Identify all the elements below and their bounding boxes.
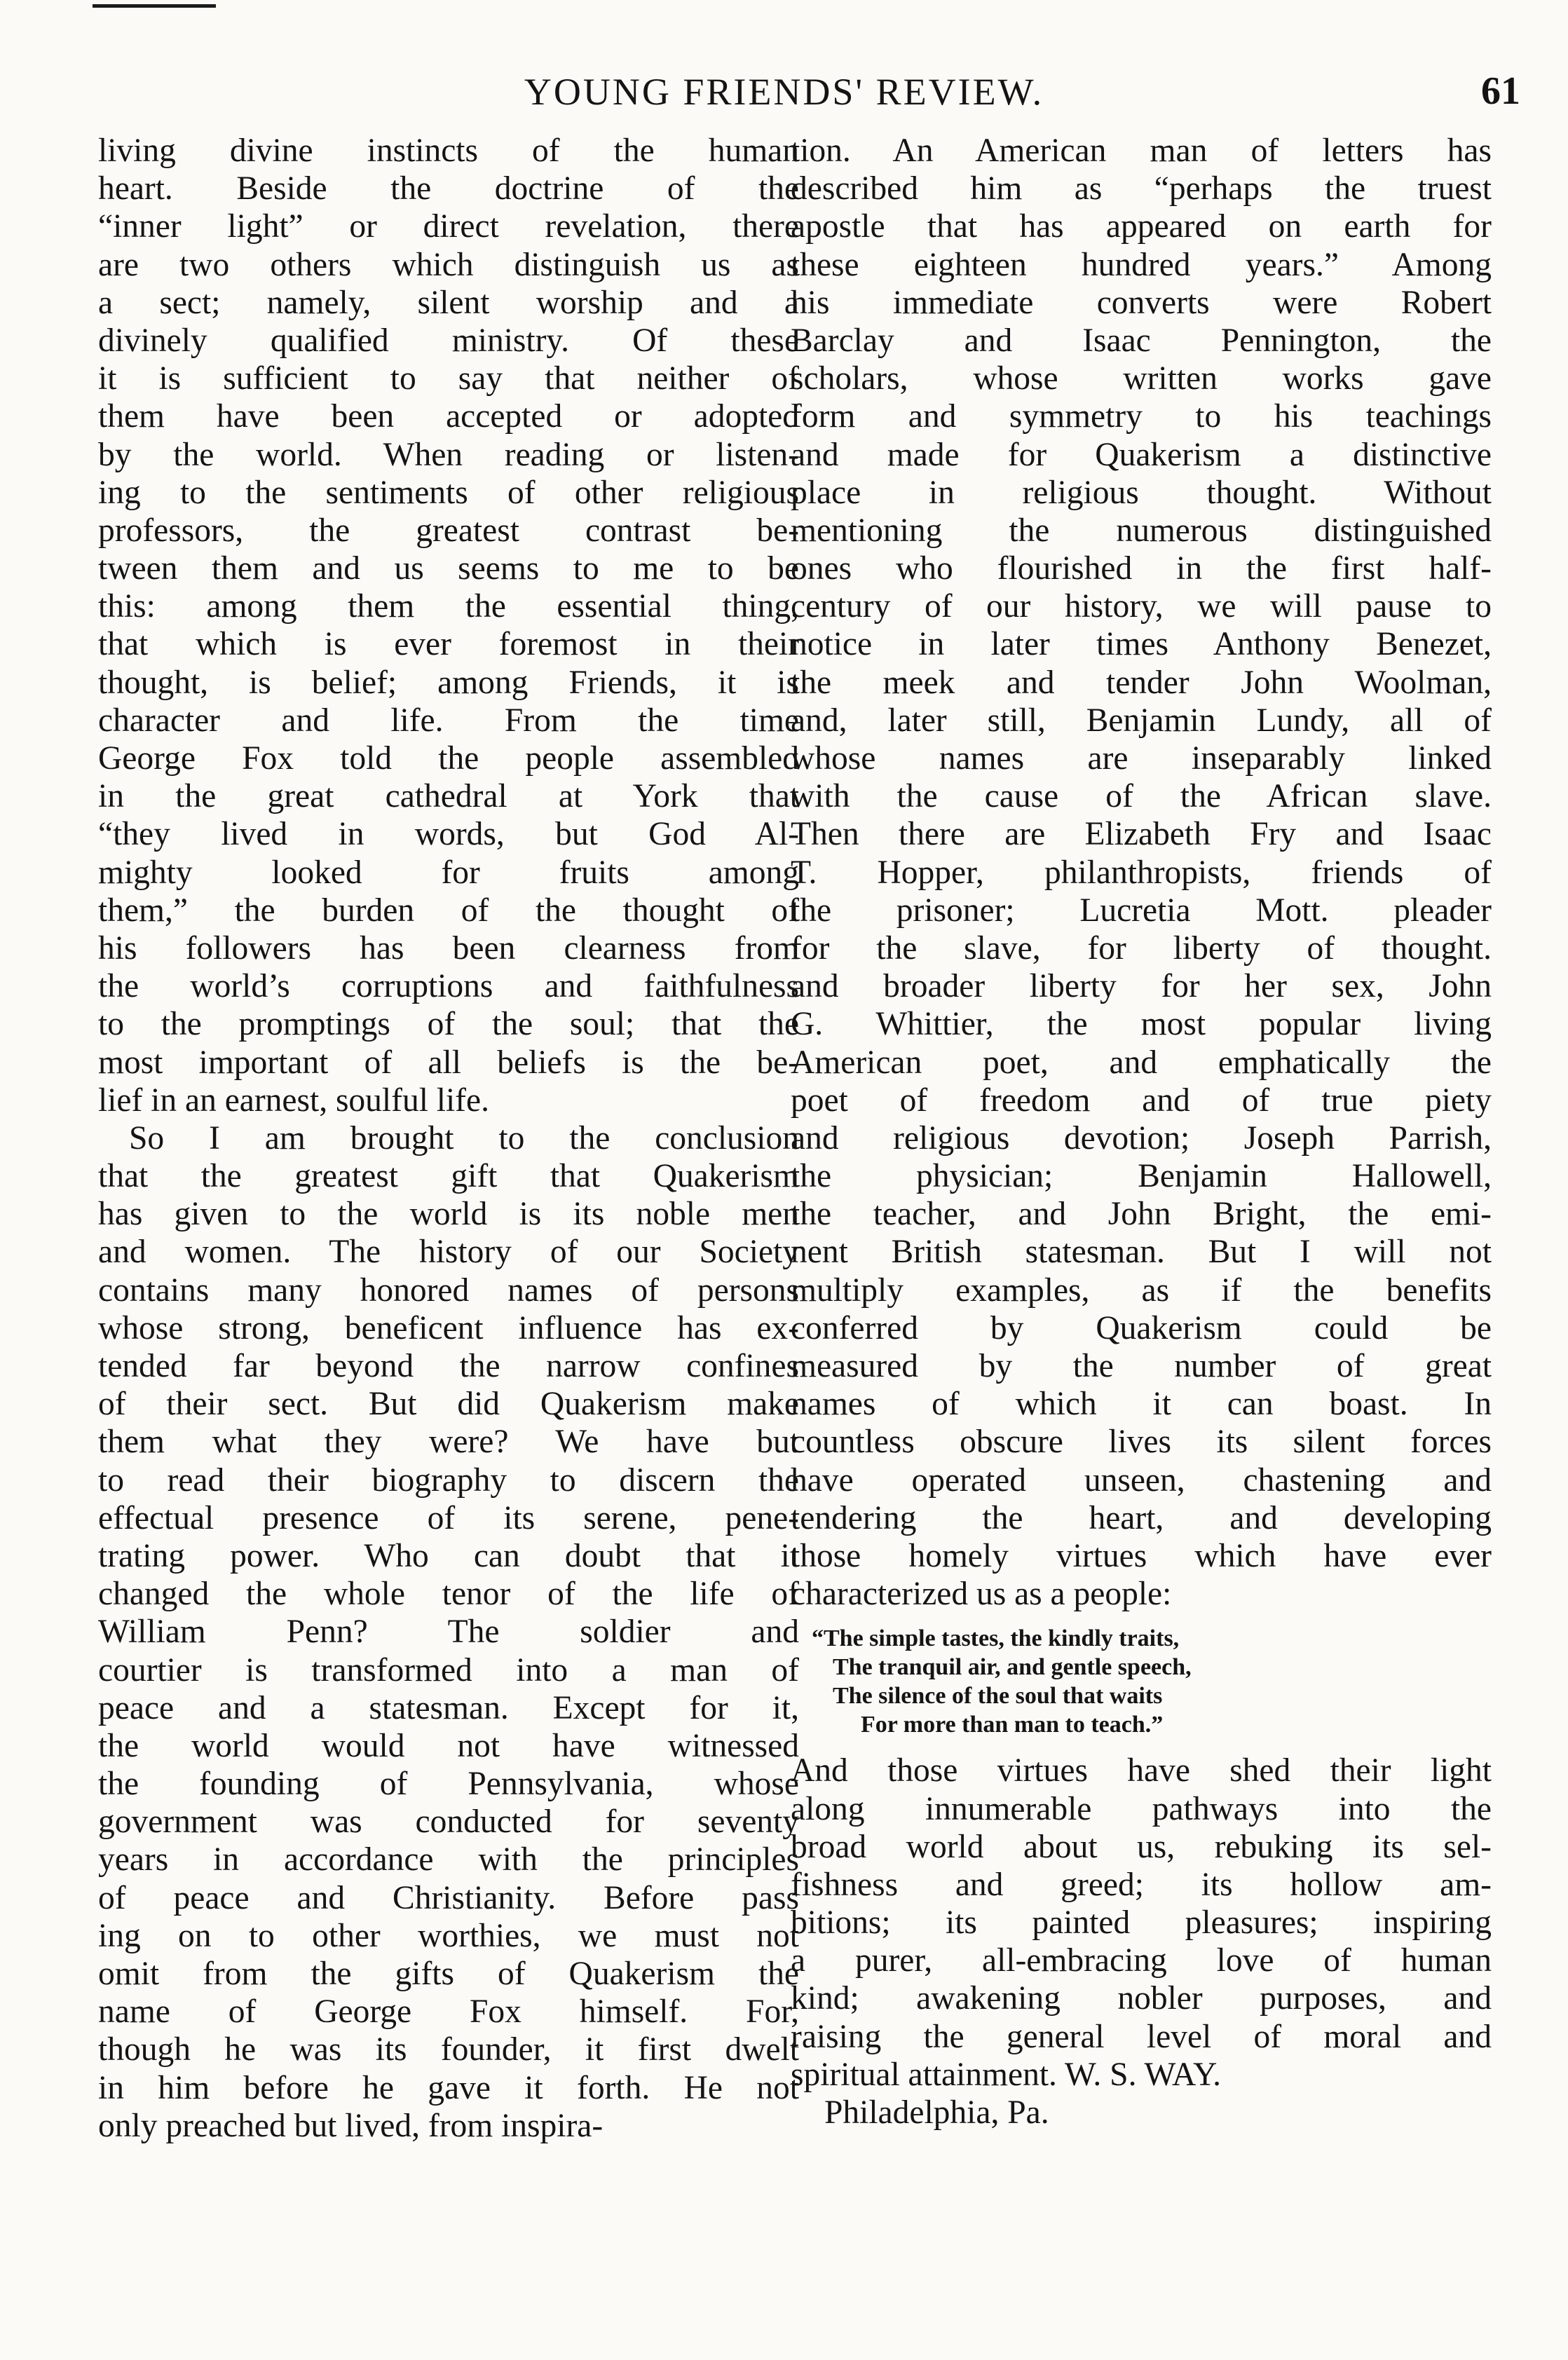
text-line: divinely qualified ministry. Of these (98, 322, 799, 359)
text-line: professors, the greatest contrast be- (98, 512, 799, 549)
text-line: years in accordance with the principles (98, 1841, 799, 1878)
text-line: in him before he gave it forth. He not (98, 2069, 799, 2106)
text-line: name of George Fox himself. For, (98, 1993, 799, 2031)
text-line: government was conducted for seventy (98, 1803, 799, 1841)
text-line: tion. An American man of letters has (791, 132, 1492, 169)
text-line: in the great cathedral at York that (98, 778, 799, 815)
text-line: omit from the gifts of Quakerism the (98, 1956, 799, 1992)
text-line: to the promptings of the soul; that the (98, 1006, 799, 1043)
text-line: raising the general level of moral and (791, 2018, 1492, 2055)
text-line: conferred by Quakerism could be (791, 1309, 1492, 1346)
text-line: his followers has been clearness from (98, 929, 799, 967)
text-line: that which is ever foremost in their (98, 626, 799, 663)
text-line: apostle that has appeared on earth for (791, 208, 1492, 245)
text-line: names of which it can boast. In (791, 1386, 1492, 1423)
text-line: along innumerable pathways into the (791, 1790, 1492, 1827)
right-column-text-bottom (791, 1752, 1492, 2094)
text-line: described him as “perhaps the truest (791, 170, 1492, 207)
text-line: of peace and Christianity. Before pass (98, 1879, 799, 1916)
text-line: though he was its founder, it first dwelt (98, 2031, 799, 2068)
text-line: have operated unseen, chastening and (791, 1461, 1492, 1499)
text-line: his immediate converts were Robert (791, 284, 1492, 321)
text-line: broad world about us, rebuking its sel- (791, 1828, 1492, 1865)
text-line: these eighteen hundred years.” Among (791, 246, 1492, 283)
top-rule-mark (93, 4, 216, 8)
signoff-place: Philadelphia, Pa. (824, 2094, 1049, 2131)
text-line: peace and a statesman. Except for it, (98, 1689, 799, 1726)
text-line: characterized us as a people: (791, 1576, 1172, 1613)
text-line: mighty looked for fruits among (98, 854, 799, 891)
text-line: the prisoner; Lucretia Mott. pleader (791, 892, 1492, 929)
text-line: Then there are Elizabeth Fry and Isaac (791, 816, 1492, 853)
text-line: the world’s corruptions and faithfulness (98, 968, 799, 1005)
text-line: with the cause of the African slave. (791, 778, 1492, 815)
text-line: heart. Beside the doctrine of the (98, 170, 799, 207)
text-line: them have been accepted or adopted (98, 398, 799, 435)
right-column (791, 132, 1492, 2131)
text-line: by the world. When reading or listen- (98, 436, 799, 473)
text-line: measured by the number of great (791, 1348, 1492, 1384)
text-line: kind; awakening nobler purposes, and (791, 1980, 1492, 2017)
page-header (0, 55, 1568, 132)
verse-line: For more than man to teach.” (861, 1712, 1164, 1738)
text-line: and broader liberty for her sex, John (791, 968, 1492, 1005)
text-line: American poet, and emphatically the (791, 1044, 1492, 1081)
text-line: bitions; its painted pleasures; inspiring (791, 1904, 1492, 1942)
text-line: contains many honored names of persons (98, 1271, 799, 1309)
text-line: to read their biography to discern the (98, 1461, 799, 1499)
text-line: of their sect. But did Quakerism make (98, 1386, 799, 1423)
text-line: whose names are inseparably linked (791, 740, 1492, 777)
text-line: and made for Quakerism a distinctive (791, 436, 1492, 473)
text-line: G. Whittier, the most popular living (791, 1006, 1492, 1043)
text-line: are two others which distinguish us as (98, 246, 799, 283)
text-line: and, later still, Benjamin Lundy, all of (791, 702, 1492, 739)
running-title: YOUNG FRIENDS' REVIEW. (524, 71, 1044, 113)
text-line: this: among them the essential thing, (98, 588, 799, 625)
right-column-text-top (791, 132, 1492, 1613)
text-line: tended far beyond the narrow confines (98, 1348, 799, 1384)
text-line: a purer, all-embracing love of human (791, 1942, 1492, 1979)
text-line: changed the whole tenor of the life of (98, 1576, 799, 1613)
text-line: most important of all beliefs is the be- (98, 1044, 799, 1081)
text-line: scholars, whose written works gave (791, 360, 1492, 397)
text-line: ing on to other worthies, we must not (98, 1917, 799, 1954)
text-line: Barclay and Isaac Pennington, the (791, 322, 1492, 359)
text-line: and women. The history of our Society (98, 1234, 799, 1271)
text-line: tendering the heart, and developing (791, 1499, 1492, 1536)
verse-line: The silence of the soul that waits (833, 1683, 1163, 1710)
text-line: whose strong, beneficent influence has ex- (98, 1309, 799, 1346)
text-line: William Penn? The soldier and (98, 1614, 799, 1651)
text-line: living divine instincts of the human (98, 132, 799, 169)
text-line: spiritual attainment. W. S. WAY. (791, 2056, 1222, 2093)
text-line: that the greatest gift that Quakerism (98, 1158, 799, 1195)
verse-line: “The simple tastes, the kindly traits, (812, 1625, 1180, 1652)
text-line: them what they were? We have but (98, 1424, 799, 1461)
text-line: effectual presence of its serene, pene- (98, 1499, 799, 1536)
text-line: countless obscure lives its silent forces (791, 1424, 1492, 1461)
left-column (98, 132, 799, 2145)
text-line: the teacher, and John Bright, the emi- (791, 1196, 1492, 1233)
text-line: “inner light” or direct revelation, there (98, 208, 799, 245)
text-line: lief in an earnest, soulful life. (98, 1082, 489, 1119)
text-line: the meek and tender John Woolman, (791, 664, 1492, 701)
text-line: has given to the world is its noble men (98, 1196, 799, 1233)
text-line: century of our history, we will pause to (791, 588, 1492, 625)
text-line: the physician; Benjamin Hallowell, (791, 1158, 1492, 1195)
text-line: tween them and us seems to me to be (98, 550, 799, 587)
text-line: them,” the burden of the thought of (98, 892, 799, 929)
text-line: those homely virtues which have ever (791, 1537, 1492, 1574)
text-line: So I am brought to the conclusion (129, 1119, 799, 1157)
text-line: for the slave, for liberty of thought. (791, 929, 1492, 967)
text-line: the founding of Pennsylvania, whose (98, 1766, 799, 1803)
page-number: 61 (1481, 69, 1520, 113)
text-line: And those virtues have shed their light (791, 1752, 1492, 1789)
text-line: fishness and greed; its hollow am- (791, 1866, 1492, 1903)
text-line: nent British statesman. But I will not (791, 1234, 1492, 1271)
text-line: multiply examples, as if the benefits (791, 1271, 1492, 1309)
text-line: mentioning the numerous distinguished (791, 512, 1492, 549)
poem-verse (791, 1624, 1492, 1739)
text-line: it is sufficient to say that neither of (98, 360, 799, 397)
text-line: the world would not have witnessed (98, 1727, 799, 1764)
text-line: ones who flourished in the first half- (791, 550, 1492, 587)
text-line: place in religious thought. Without (791, 474, 1492, 511)
text-line: thought, is belief; among Friends, it is (98, 664, 799, 701)
verse-line: The tranquil air, and gentle speech, (833, 1654, 1192, 1681)
text-line: poet of freedom and of true piety (791, 1082, 1492, 1119)
text-line: courtier is transformed into a man of (98, 1651, 799, 1689)
text-line: “they lived in words, but God Al- (98, 816, 799, 853)
text-line: notice in later times Anthony Benezet, (791, 626, 1492, 663)
text-line: trating power. Who can doubt that it (98, 1537, 799, 1574)
text-line: form and symmetry to his teachings (791, 398, 1492, 435)
text-line: character and life. From the time (98, 702, 799, 739)
text-line: ing to the sentiments of other religious (98, 474, 799, 511)
text-line: and religious devotion; Joseph Parrish, (791, 1119, 1492, 1157)
text-line: T. Hopper, philanthropists, friends of (791, 854, 1492, 891)
text-line: George Fox told the people assembled (98, 740, 799, 777)
text-line: a sect; namely, silent worship and a (98, 284, 799, 321)
text-line: only preached but lived, from inspira- (98, 2107, 604, 2144)
